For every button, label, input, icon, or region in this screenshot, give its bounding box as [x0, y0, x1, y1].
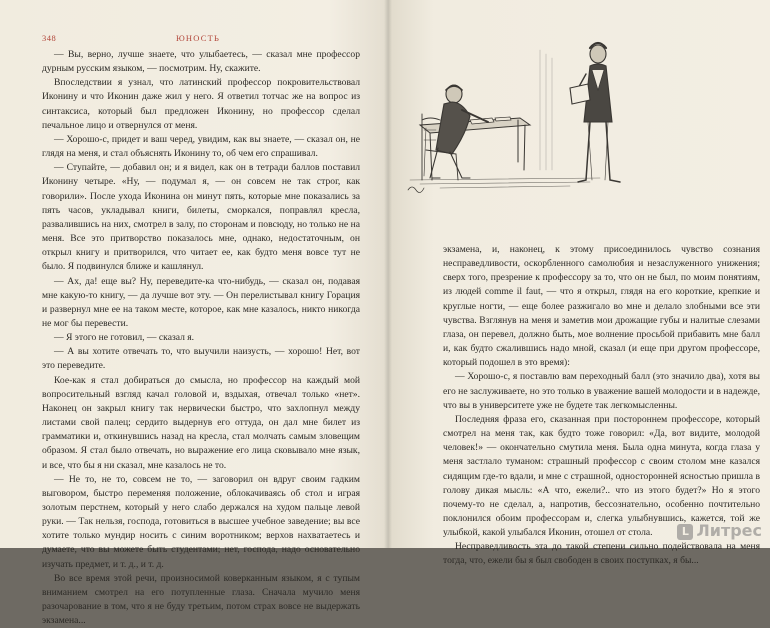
background-hatching	[540, 50, 552, 170]
seated-professor-figure	[430, 85, 488, 178]
running-title: ЮНОСТЬ	[176, 33, 221, 43]
paragraph: Впоследствии я узнал, что латинский профессор покровительствовал Иконину и что Иконин даже жил у него. Я ответил тотчас же на вопрос из синтаксиса, который был предложен Иконину, но профессор сделал печальное лицо и отвернулся от меня.	[42, 77, 360, 131]
book-gutter	[384, 0, 392, 548]
paragraph: — Не то, не то, совсем не то, — заговорил он вдруг своим гадким выговором, быстро переменяя положение, облокачиваясь об стол и играя золотым перстнем, который у него слабо держался на худом пальце левой руки. — Так нельзя, господа, готовиться в высшее учебное заведение; вы все хотите только мундир носить с синим воротником; верхов нахватаетесь и думаете, что вы можете быть студентами; нет, господа, надо основательно изучать предмет, и т. д., и т. д.	[42, 473, 360, 570]
floor-hatching	[410, 178, 600, 188]
paragraph: Последняя фраза его, сказанная при постороннем профессоре, который смотрел на меня так, как будто тоже говорил: «Да, вот видите, молодой человек!» — окончательно смутила меня. Была одна минута, когда глаза у меня застлало туманом: страшный профессор с своим столом мне казался сидящим где-то вдали, и мне с страшной, односторонней ясностью пришла в голову дикая мысль: «А что, ежели?.. что из этого будет?» Но я этого почему-то не сделал, а, напротив, бессознательно, особенно почтительно поклонился обоим профессорам и, слегка улыбнувшись, кажется, той же улыбкой, какой улыбался Иконин, отошел от стола.	[443, 413, 760, 539]
paragraph: Кое-как я стал добираться до смысла, но профессор на каждый мой вопросительный взгляд качал головой и, вздыхая, отвечал только «нет». Наконец он закрыл книгу так нервически быстро, что захлопнул между листами свой палец; сердито выдернув его оттуда, он дал мне билет из грамматики и, откинувшись назад на кресла, стал молчать самым зловещим образом. Я стал было отвечать, но выражение его лица сковывало мне язык, и все, что бы я ни сказал, мне казалось не то.	[42, 374, 360, 471]
page-number: 348	[42, 33, 57, 43]
paragraph: Во все время этой речи, произносимой коверканным языком, я с тупым вниманием смотрел на его потупленные глаза. Сначала мучило меня разочарование в том, что я не буду третьим, потом страх вовсе не выдержать экзамена...	[42, 572, 360, 627]
watermark-text: Литрес	[696, 521, 762, 540]
right-page-text	[443, 243, 760, 569]
standing-student-figure	[570, 43, 620, 182]
engraving-illustration	[400, 30, 636, 202]
paragraph: — А вы хотите отвечать то, что выучили наизусть, — хорошо! Нет, вот это переведите.	[42, 346, 360, 372]
watermark	[677, 521, 762, 540]
paragraph: Несправедливость эта до такой степени сильно подействовала на меня тогда, что, ежели бы я был свободен в своих поступках, я бы...	[443, 541, 760, 567]
paragraph: — Ах, да! еще вы? Ну, переведите-ка что-нибудь, — сказал он, подавая мне какую-то книгу, — да лучше вот эту. — Он перелистывал книгу Горация и развернул мне ее на таком месте, которое, как мне казалось, никто никогда не мог бы перевести.	[42, 275, 360, 329]
artist-signature-mark	[408, 187, 424, 193]
left-page-text	[42, 48, 360, 628]
paragraph: — Вы, верно, лучше знаете, что улыбаетесь, — сказал мне профессор дурным русским языком, — посмотрим. Ну, скажите.	[42, 49, 360, 75]
paragraph: — Хорошо-с, придет и ваш черед, увидим, как вы знаете, — сказал он, не глядя на меня, и стал объяснять Иконину то, об чем его спрашивал.	[42, 133, 360, 160]
paragraph: экзамена, и, наконец, к этому присоединилось чувство сознания несправедливости, оскорбленного самолюбия и незаслуженного унижения; сверх того, презрение к профессору за то, что он не был, по моим понятиям, из людей comme il faut, — что я открыл, глядя на его короткие, крепкие и круглые ногти, — еще более разжигало во мне и делало злобными все эти чувства. Взглянув на меня и заметив мои дрожащие губы и налитые слезами глаза, он перевел, должно быть, мое волнение просьбой прибавить мне балл и, как будто сжалившись надо мной, сказал (и еще при другом профессоре, который подошел в это время):	[443, 244, 760, 369]
paragraph: — Ступайте, — добавил он; и я видел, как он в тетради баллов поставил Иконину четыре. «Ну, — подумал я, — он совсем не так строг, как говорили». После ухода Иконина он минут пять, которые мне показались за пять часов, укладывал книги, билеты, сморкался, поправлял кресла, развалившись на них, смотрел в залу, по сторонам и повсюду, но только не на меня. Все это притворство показалось мне, однако, недостаточным, он открыл книгу и притворился, что читает ее, как будто меня вовсе тут не было. Я подвинулся ближе и кашлянул.	[42, 162, 360, 273]
litres-logo-icon: L	[677, 524, 693, 540]
paragraph: — Я этого не готовил, — сказал я.	[54, 332, 195, 344]
paragraph: — Хорошо-с, я поставлю вам переходный балл (это значило два), хотя вы его не заслуживаете, но это только в уважение вашей молодости и в надежде, что вы в университете уже не будете так легкомысленны.	[443, 371, 760, 411]
